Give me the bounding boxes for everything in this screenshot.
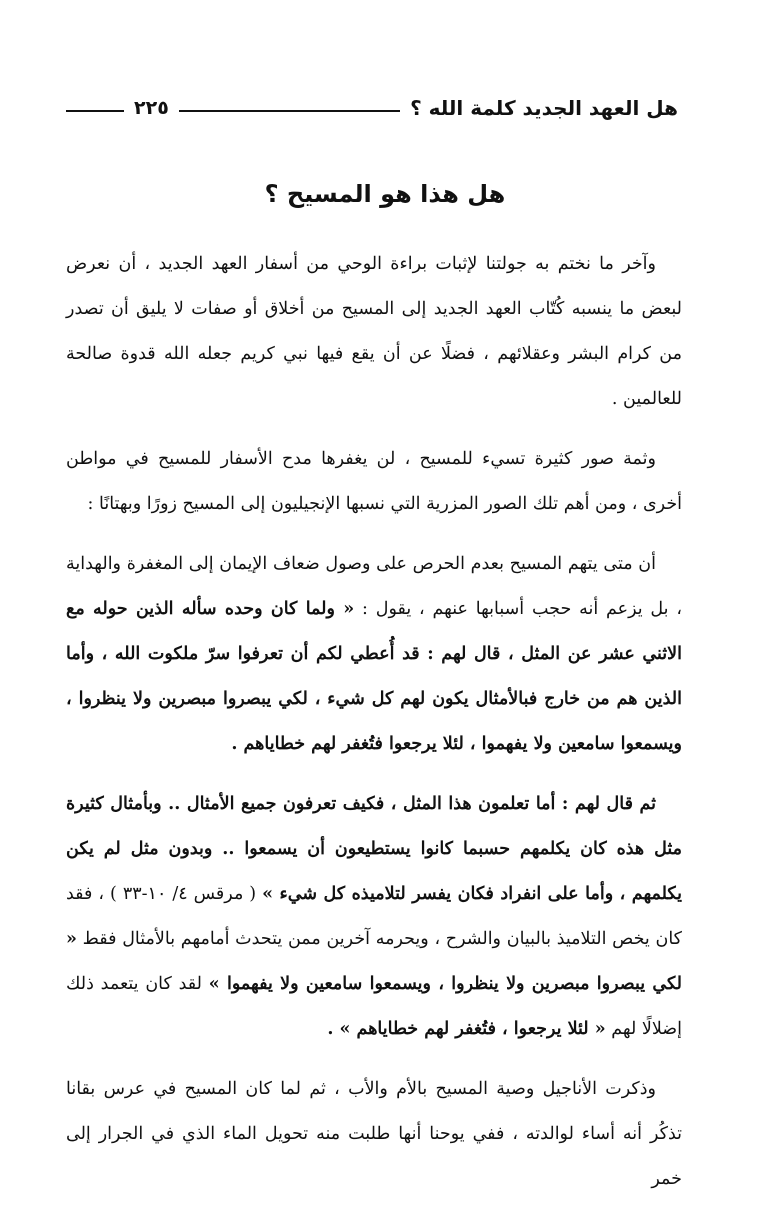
gospel-quote-closing: « لئلا يرجعوا ، فتُغفر لهم خطاياهم » .: [327, 1019, 606, 1039]
gospel-quote: « ولما كان وحده سأله الذين حوله مع الاثني عشر عن المثل ، قال لهم : قد أُعطي لكم أن تعرفوا سرّ ملكوت الله ، وأما الذين هم من خارج فبالأمثال يكون لهم كل شيء ، لكي يبصروا مبصرين ولا ينظروا ، ويسمعوا سامعين ولا يفهموا ، لئلا يرجعوا فتُغفر لهم خطاياهم .: [66, 599, 682, 754]
scripture-reference: ( مرقس ٤/ ١٠-٣٣ ) ، فقد كان يخص التلاميذ بالبيان والشرح ، ويحرمه آخرين ممن يتحدث أمامهم بالأمثال فقط: [66, 884, 682, 949]
header-rule-short: [66, 110, 124, 112]
running-header: [66, 88, 678, 128]
body-text: [66, 242, 682, 1217]
paragraph-cana-wedding: وذكرت الأناجيل وصية المسيح بالأم والأب ، ثم لما كان المسيح في عرس بقانا تذكُر أنه أساء لوالدته ، ففي يوحنا أنها طلبت منه تحويل الماء الذي في الجرار إلى خمر: [66, 1079, 682, 1189]
paragraph-matthew-quote: [66, 542, 682, 767]
gospel-quote-inline: « لكي يبصروا مبصرين ولا ينظروا ، ويسمعوا سامعين ولا يفهموا »: [66, 929, 682, 994]
paragraph-mark-quote: [66, 782, 682, 1052]
header-rule-long: [179, 110, 400, 112]
paragraph-quote-intro: أن متى يتهم المسيح بعدم الحرص على وصول ضعاف الإيمان إلى المغفرة والهداية ، بل يزعم أنه حجب أسبابها عنهم ، يقول :: [66, 554, 682, 619]
running-header-title: هل العهد الجديد كلمة الله ؟: [410, 96, 678, 120]
paragraph-images: وثمة صور كثيرة تسيء للمسيح ، لن يغفرها مدح الأسفار للمسيح في مواطن أخرى ، ومن أهم تلك الصور المزرية التي نسبها الإنجيليون إلى المسيح زورًا وبهتانًا :: [66, 449, 682, 514]
paragraph-intro: وآخر ما نختم به جولتنا لإثبات براءة الوحي من أسفار العهد الجديد ، أن نعرض لبعض ما ينسبه كُتّاب العهد الجديد إلى المسيح من أخلاق أو صفات لا يليق أن تصدر من كرام البشر وعقلائهم ، فضلًا عن أن يقع فيها نبي كريم جعله الله قدوة صالحة للعالمين .: [66, 254, 683, 409]
commentary-text: لقد كان يتعمد ذلك إضلالًا لهم: [66, 974, 682, 1039]
gospel-quote-continued: ثم قال لهم : أما تعلمون هذا المثل ، فكيف تعرفون جميع الأمثال .. وبأمثال كثيرة مثل هذه كان يكلمهم حسبما كانوا يستطيعون أن يسمعوا .. وبدون مثل لم يكن يكلمهم ، وأما على انفراد فكان يفسر لتلاميذه كل شيء »: [66, 794, 682, 904]
page-number: ٢٢٥: [134, 97, 169, 119]
section-heading: هل هذا هو المسيح ؟: [264, 180, 506, 208]
